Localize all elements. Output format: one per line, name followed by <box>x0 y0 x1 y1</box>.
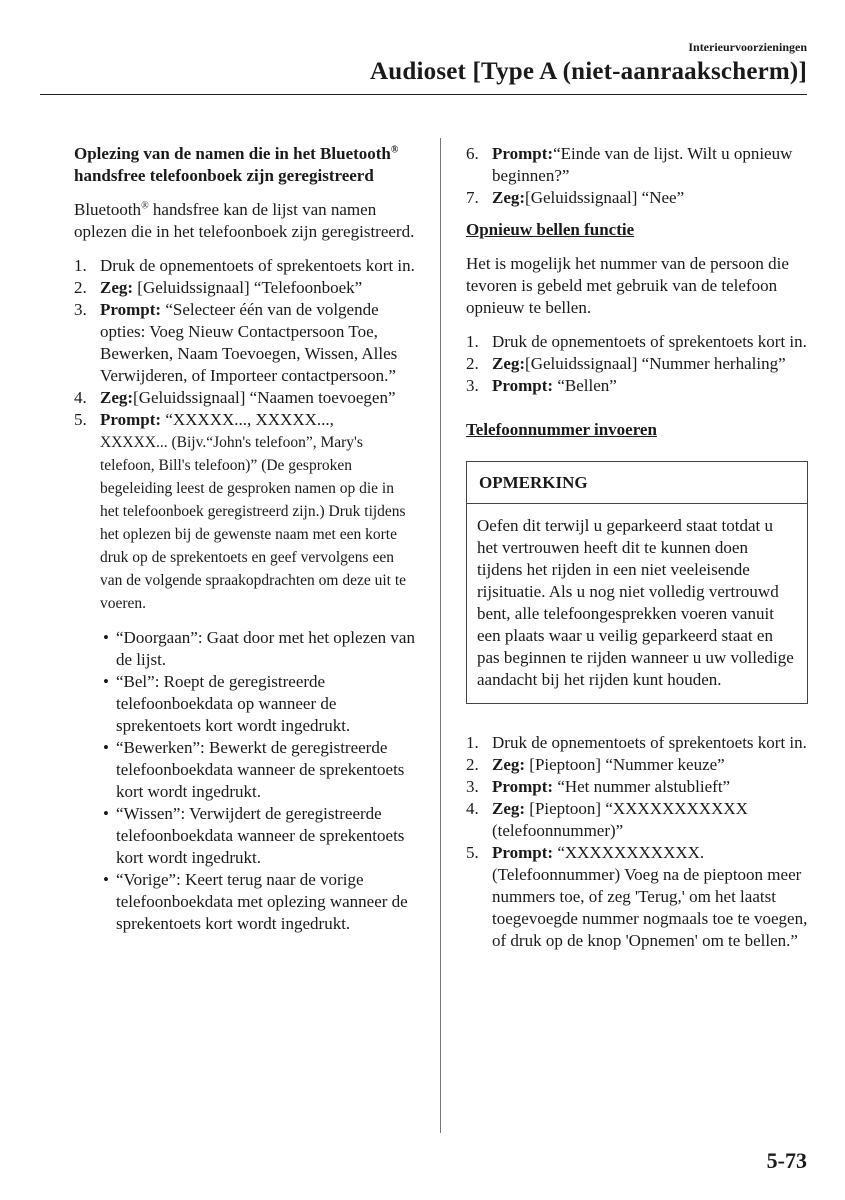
bullet-item: • “Doorgaan”: Gaat door met het oplezen van de lijst. <box>103 628 415 669</box>
list-item: 1. Druk de opnementoets of sprekentoets kort in. <box>74 256 415 275</box>
readout-steps-continued <box>466 143 808 209</box>
page-title: Audioset [Type A (niet-aanraakscherm)] <box>370 58 807 85</box>
bullet-item: • “Bel”: Roept de geregistreerde telefoonboekdata op wanneer de sprekentoets kort wordt ingedrukt. <box>103 672 351 735</box>
list-item: 7. Zeg:[Geluidssignaal] “Nee” <box>466 188 685 207</box>
voice-command-list <box>100 627 416 935</box>
list-item: 2. Zeg: [Geluidssignaal] “Telefoonboek” <box>74 278 363 297</box>
redial-heading: Opnieuw bellen functie <box>466 220 635 239</box>
column-divider <box>440 138 441 1133</box>
list-item: 2. Zeg:[Geluidssignaal] “Nummer herhaling” <box>466 354 786 373</box>
redial-intro: Het is mogelijk het nummer van de persoon die tevoren is gebeld met gebruik van de telefoon opnieuw te bellen. <box>466 254 789 317</box>
section-label: Interieurvoorzieningen <box>688 40 807 54</box>
list-item: 1. Druk de opnementoets of sprekentoets kort in. <box>466 332 807 351</box>
left-column <box>74 143 416 935</box>
list-item: 3. Prompt: “Selecteer één van de volgende opties: Voeg Nieuw Contactpersoon Toe, Bewerken, Naam Toevoegen, Wissen, Alles Verwijderen, of Importeer contactpersoon.” <box>74 300 398 385</box>
list-item: 1. Druk de opnementoets of sprekentoets kort in. <box>466 733 807 752</box>
list-item: 2. Zeg: [Pieptoon] “Nummer keuze” <box>466 755 725 774</box>
note-text: Oefen dit terwijl u geparkeerd staat totdat u het vertrouwen heeft dit te kunnen doen tijdens het rijden in een niet veeleisende rijsituatie. Als u nog niet volledig vertrouwd bent, alle telefoongesprekken voeren vanuit een plaats waar u veilig geparkeerd staat en pas beginnen te rijden wanneer u uw volledige aandacht bij het rijden kunt houden. <box>477 516 794 689</box>
intro-paragraph: Bluetooth® handsfree kan de lijst van namen oplezen die in het telefoonboek zijn geregistreerd. <box>74 200 415 241</box>
readout-steps <box>74 255 416 935</box>
list-item: 3. Prompt: “Bellen” <box>466 376 617 395</box>
bullet-item: • “Wissen”: Verwijdert de geregistreerde telefoonboekdata wanneer de sprekentoets kort wordt ingedrukt. <box>103 804 405 867</box>
right-column <box>466 143 808 952</box>
redial-steps <box>466 331 808 397</box>
page-number: 5-73 <box>766 1148 807 1173</box>
bullet-item: • “Bewerken”: Bewerkt de geregistreerde telefoonboekdata wanneer de sprekentoets kort wordt ingedrukt. <box>103 738 405 801</box>
note-title: OPMERKING <box>467 462 807 504</box>
bullet-item: • “Vorige”: Keert terug naar de vorige telefoonboekdata met oplezing wanneer de sprekentoets kort wordt ingedrukt. <box>103 870 408 933</box>
list-item: 5. Prompt: “XXXXX..., XXXXX..., XXXXX... (Bijv.“John's telefoon”, Mary's telefoon, Bill's telefoon)” (De gesproken begeleiding leest de gesproken namen op die in het telefoonboek geregistreerd zijn.) Druk tijdens het oplezen bij de gewenste naam met een korte druk op de sprekentoets en geef vervolgens een van de volgende spraakopdrachten om deze uit te voeren. • “Doorgaan”: Gaat door met het oplezen van de lijst. • “Bel”: Roept de geregistreerde telefoonboekdata op wanneer de sprekentoets kort wordt ingedrukt. • “Bewerken”: Bewerkt de geregistreerde telefoonboekdata wanneer de sprekentoets kort wordt ingedrukt. • “Wissen”: Verwijdert de geregistreerde telefoonboekdata wanneer de sprekentoets kort wordt ingedrukt. • “Vorige”: Keert terug naar de vorige telefoonboekdata met oplezing wanneer de sprekentoets kort wordt ingedrukt. <box>74 410 415 933</box>
phone-entry-steps <box>466 732 808 952</box>
section-heading: Oplezing van de namen die in het Bluetooth® handsfree telefoonboek zijn geregistreerd <box>74 144 399 185</box>
list-item: 4. Zeg: [Pieptoon] “XXXXXXXXXXX (telefoonnummer)” <box>466 799 748 840</box>
phone-entry-heading: Telefoonnummer invoeren <box>466 420 657 439</box>
list-item: 5. Prompt: “XXXXXXXXXXX. (Telefoonnummer) Voeg na de pieptoon meer nummers toe, of zeg 'Terug,' om het laatst toegevoegde nummer nogmaals toe te voegen, of druk op de knop 'Opnemen' om te bellen.” <box>466 843 808 950</box>
list-item: 6. Prompt:“Einde van de lijst. Wilt u opnieuw beginnen?” <box>466 144 793 185</box>
list-item: 4. Zeg:[Geluidssignaal] “Naamen toevoegen” <box>74 388 396 407</box>
note-box <box>466 461 808 704</box>
header-rule <box>40 94 807 95</box>
list-item: 3. Prompt: “Het nummer alstublieft” <box>466 777 731 796</box>
